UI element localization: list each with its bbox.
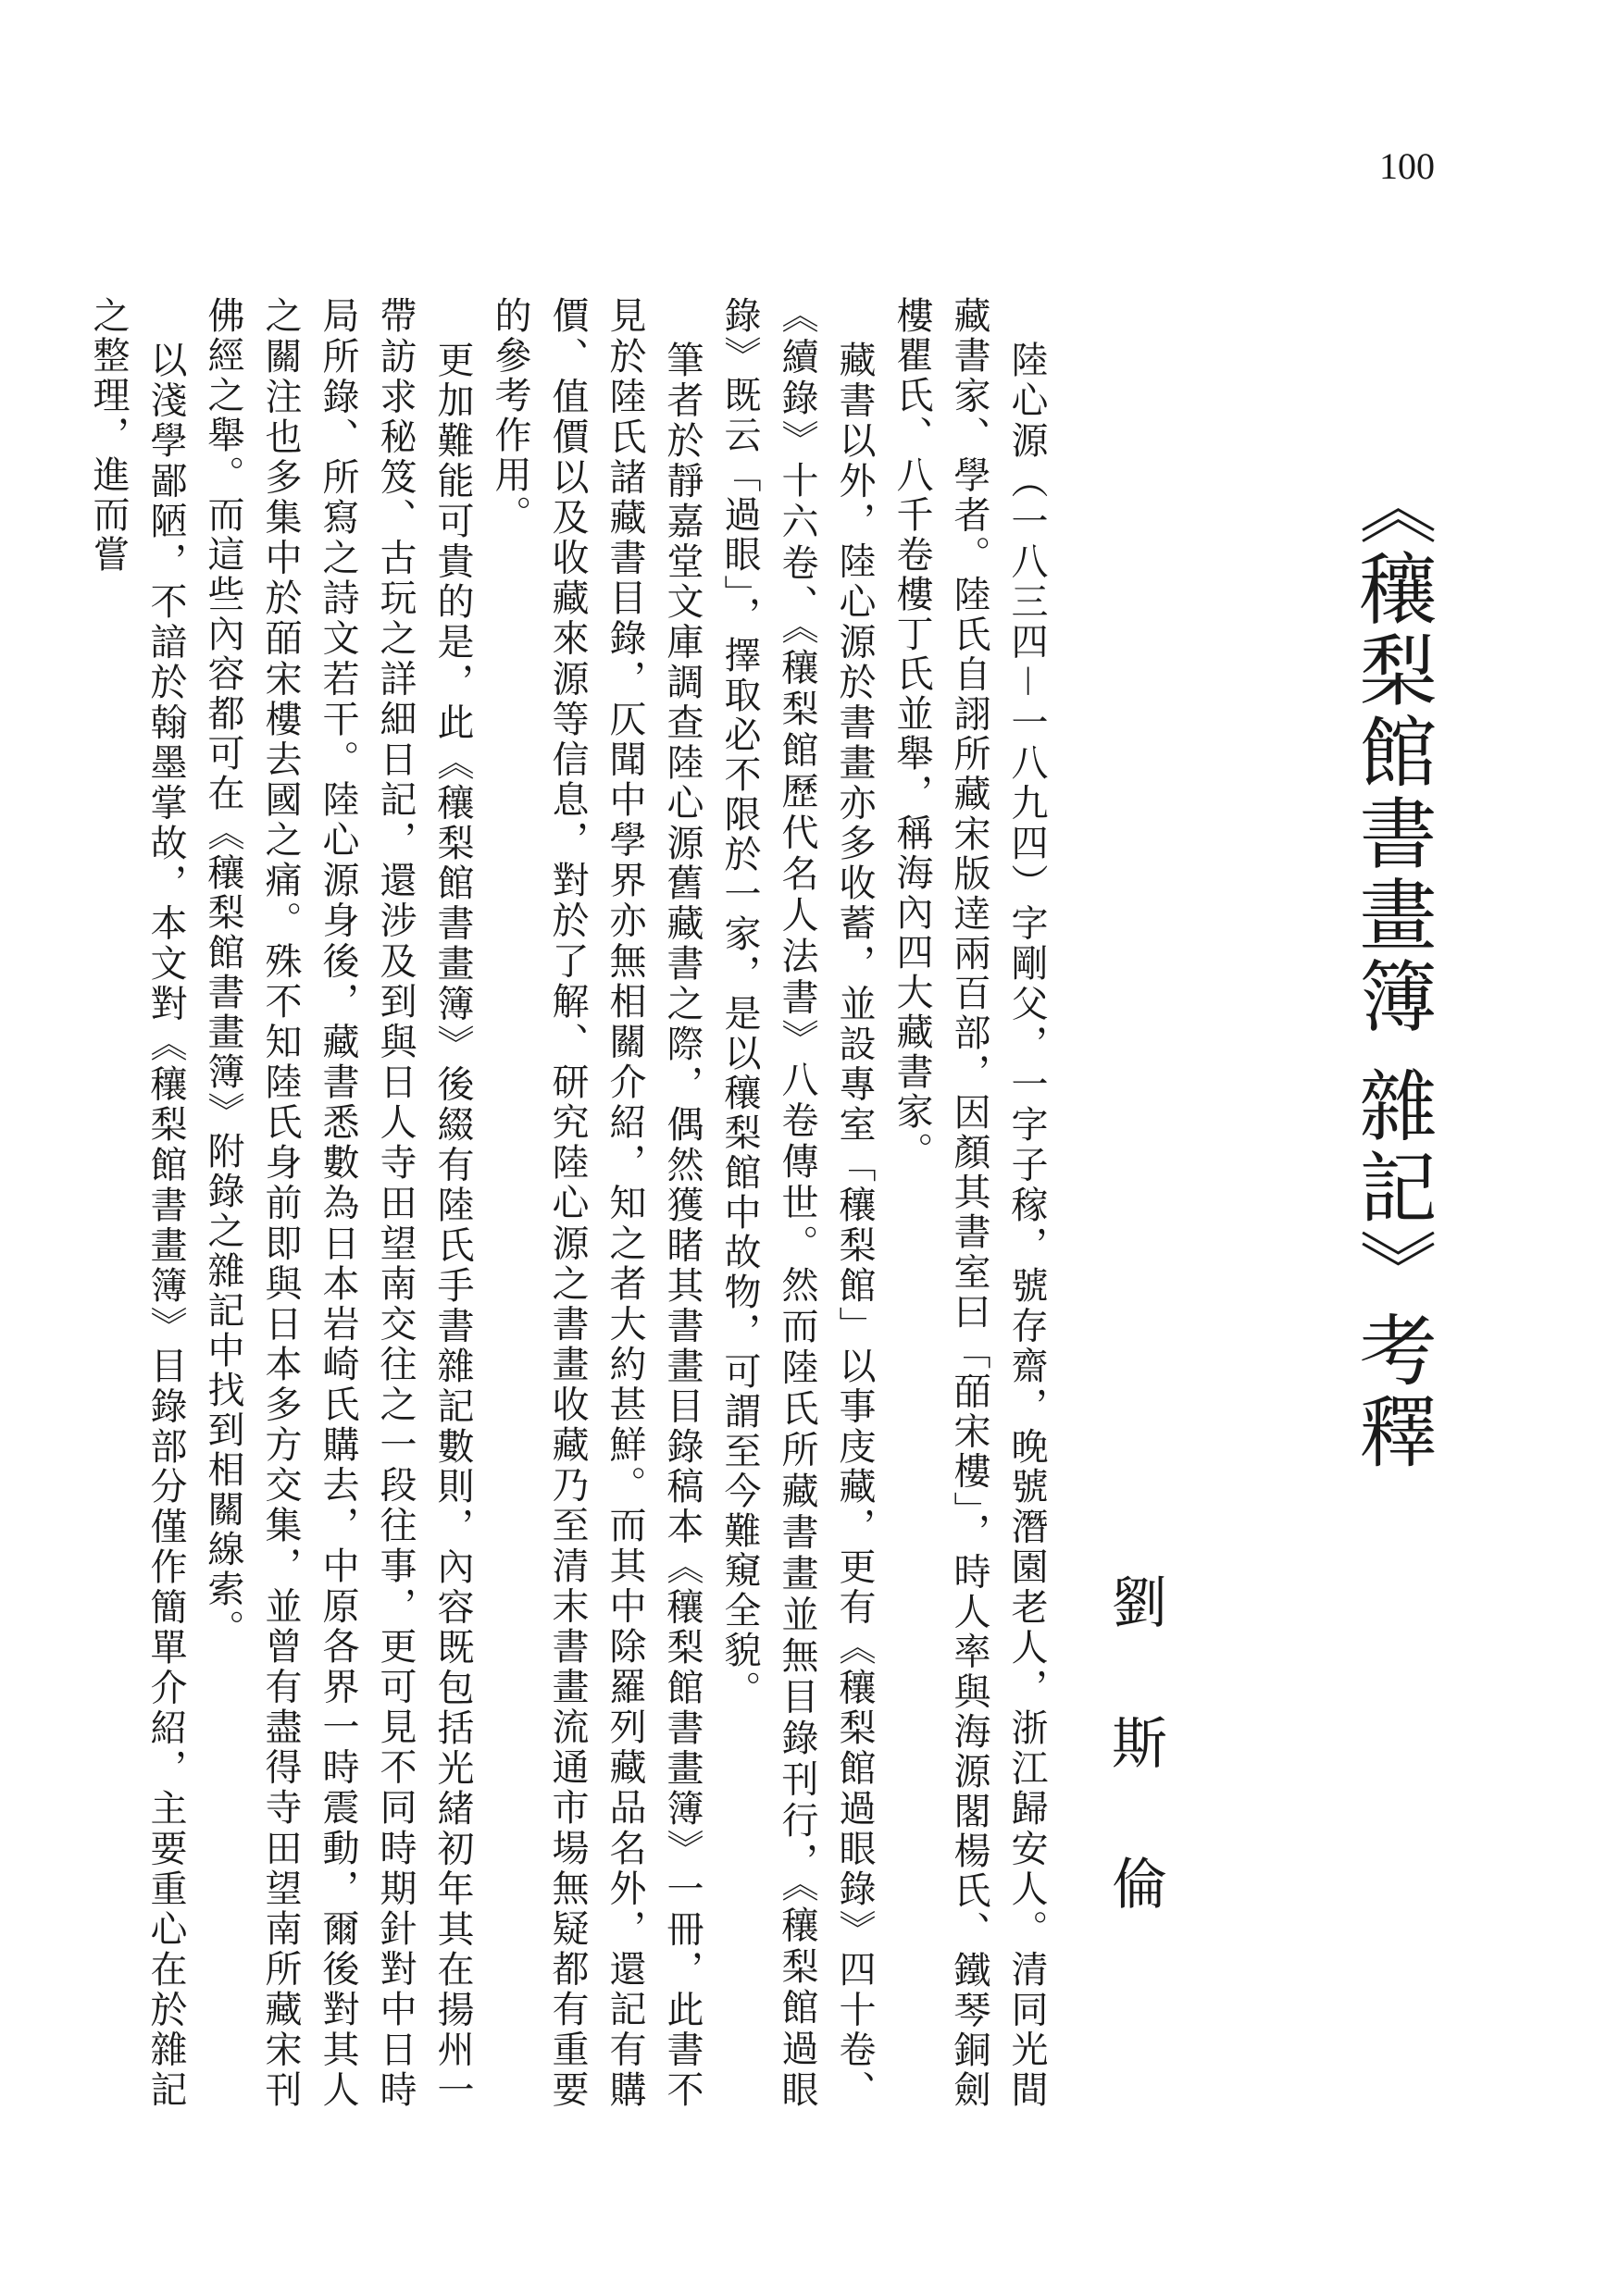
paragraph: 藏書以外，陸心源於書畫亦多收蓄，並設專室「穰梨館」以事庋藏，更有《穰梨館過眼錄》四十卷、《續錄》十六卷、《穰梨館歷代名人法書》八卷傳世。然而陸氏所藏書畫並無目錄刊行，《穰梨館過眼錄》既云「過眼」，擇取必不限於一家，是以穰梨館中故物，可謂至今難窺全貌。 [718, 296, 876, 2110]
article-title: 《穰梨館書畫簿 雜記》考釋 [1347, 467, 1438, 1473]
paragraph: 筆者於靜嘉堂文庫調查陸心源舊藏書之際，偶然獲睹其書畫目錄稿本《穰梨館書畫簿》一冊，此書不見於陸氏諸藏書目錄，仄聞中學界亦無相關介紹，知之者大約甚鮮。而其中除羅列藏品名外，還記有購價、值價以及收藏來源等信息，對於了解、研究陸心源之書畫收藏乃至清末書畫流通市場無疑都有重要的參考作用。 [489, 296, 704, 2110]
paragraph: 以淺學鄙陋，不諳於翰墨掌故，本文對《穰梨館書畫簿》目錄部分僅作簡單介紹，主要重心在於雜記之整理，進而嘗 [87, 296, 187, 2110]
page-number: 100 [1379, 145, 1435, 187]
paragraph: 更加難能可貴的是，此《穰梨館書畫簿》後綴有陸氏手書雜記數則，內容既包括光緒初年其在揚州一帶訪求秘笈、古玩之詳細日記，還涉及到與日人寺田望南交往之一段往事，更可見不同時期針對中日時局所錄、所寫之詩文若干。陸心源身後，藏書悉數為日本岩崎氏購去，中原各界一時震動，爾後對其人之關注也多集中於皕宋樓去國之痛。殊不知陸氏身前即與日本多方交集，並曾有盡得寺田望南所藏宋刊佛經之舉。而這些內容都可在《穰梨館書畫簿》附錄之雜記中找到相關線索。 [202, 296, 474, 2110]
author-name: 劉斯倫 [1102, 1573, 1167, 1995]
article-body [87, 296, 1055, 2110]
paragraph: 陸心源（一八三四－一八九四）字剛父，一字子稼，號存齋，晚號潛園老人，浙江歸安人。清同光間藏書家、學者。陸氏自詡所藏宋版逹兩百部，因顏其書室曰「皕宋樓」，時人率與海源閣楊氏、鐵琴銅劍樓瞿氏、八千卷樓丁氏並舉，稱海內四大藏書家。 [890, 296, 1048, 2110]
